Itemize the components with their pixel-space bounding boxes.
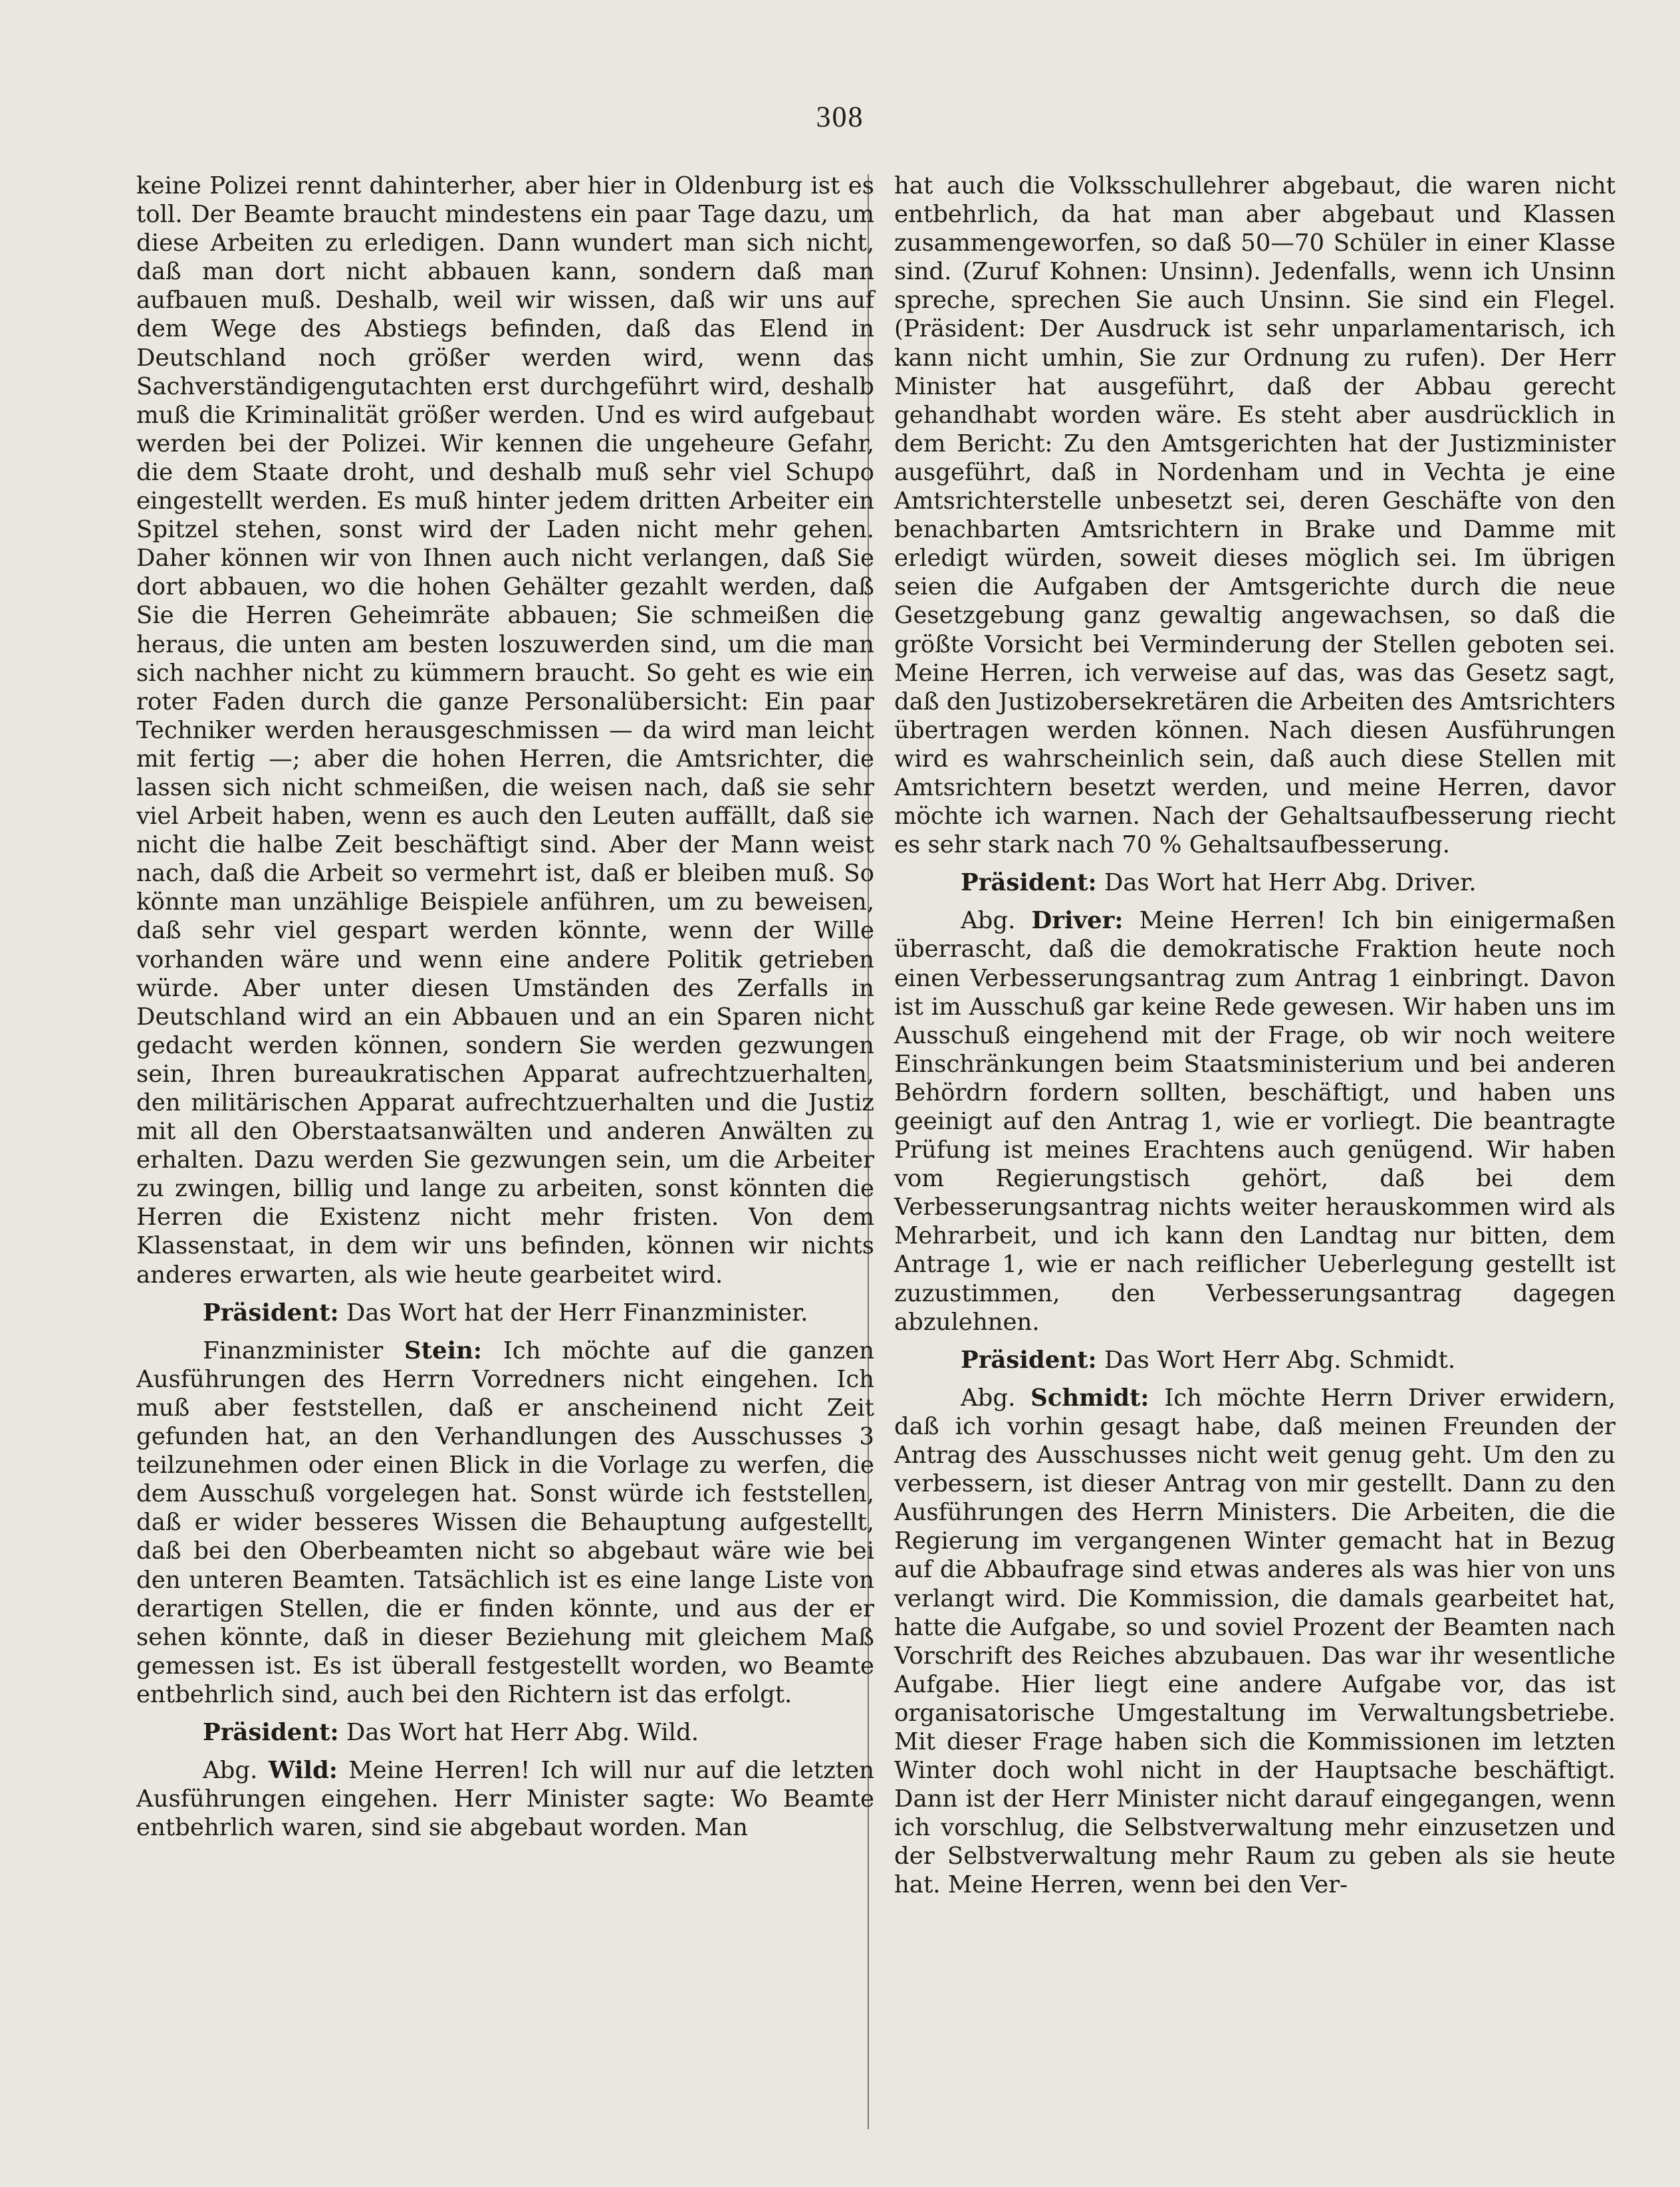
speech-paragraph bbox=[136, 1756, 874, 1842]
speaker-name: Wild: bbox=[268, 1757, 338, 1785]
speaker-name: Driver: bbox=[1031, 907, 1124, 935]
remark-text: Das Wort hat der Herr Finanzminister. bbox=[338, 1299, 808, 1327]
president-remark bbox=[136, 1299, 874, 1327]
speaker-name: Schmidt: bbox=[1030, 1384, 1149, 1412]
remark-text: Das Wort Herr Abg. Schmidt. bbox=[1096, 1346, 1456, 1374]
speech-paragraph bbox=[136, 1337, 874, 1709]
speaker-name: Präsident: bbox=[961, 869, 1097, 897]
speech-text: Meine Herren! Ich bin einigermaßen überrascht, daß die demokratische Fraktion heute noch einen Verbesserungsantrag zum Antrag 1 einbringt. Davon ist im Ausschuß gar keine Rede gewesen. Wir haben uns im Ausschuß eingehend mit der Frage, ob wir noch weitere Einschränkungen beim Staatsministerium und bei anderen Behördrn fordern sollten, beschäftigt, und haben uns geeinigt auf den Antrag 1, wie er vorliegt. Die beantragte Prüfung ist meines Erachtens auch genügend. Wir haben vom Regierungstisch gehört, daß bei dem Verbesserungsantrag nichts weiter herauskommen wird als Mehrarbeit, und ich kann den Landtag nur bitten, dem Antrage 1, wie er nach reiflicher Ueberlegung gestellt ist zuzustimmen, den Verbesserungsantrag dagegen abzulehnen. bbox=[894, 907, 1616, 1336]
speech-paragraph bbox=[894, 906, 1616, 1336]
page-number: 308 bbox=[816, 100, 864, 133]
president-remark bbox=[136, 1718, 874, 1747]
president-remark bbox=[894, 868, 1616, 897]
paragraph: keine Polizei rennt dahinterher, aber hier in Oldenburg ist es toll. Der Beamte braucht mindestens ein paar Tage dazu, um diese Arbeiten zu erledigen. Dann wundert man sich nicht, daß man dort nicht abbauen kann, sondern daß man aufbauen muß. Deshalb, weil wir wissen, daß wir uns auf dem Wege des Abstiegs befinden, daß das Elend in Deutschland noch größer werden wird, wenn das Sachverständigengutachten erst durchgeführt wird, deshalb muß die Kriminalität größer werden. Und es wird aufgebaut werden bei der Polizei. Wir kennen die ungeheure Gefahr, die dem Staate droht, und deshalb muß sehr viel Schupo eingestellt werden. Es muß hinter jedem dritten Arbeiter ein Spitzel stehen, sonst wird der Laden nicht mehr gehen. Daher können wir von Ihnen auch nicht verlangen, daß Sie dort abbauen, wo die hohen Gehälter gezahlt werden, daß Sie die Herren Geheimräte abbauen; Sie schmeißen die heraus, die unten am besten loszuwerden sind, um die man sich nachher nicht zu kümmern braucht. So geht es wie ein roter Faden durch die ganze Personalübersicht: Ein paar Techniker werden herausgeschmissen — da wird man leicht mit fertig —; aber die hohen Herren, die Amtsrichter, die lassen sich nicht schmeißen, die weisen nach, daß sie sehr viel Arbeit haben, wenn es auch den Leuten auffällt, daß sie nicht die halbe Zeit beschäftigt sind. Aber der Mann weist nach, daß die Arbeit so vermehrt ist, daß er bleiben muß. So könnte man unzählige Beispiele anführen, um zu beweisen, daß sehr viel gespart werden könnte, wenn der Wille vorhanden wäre und wenn eine andere Politik getrieben würde. Aber unter diesen Umständen des Zerfalls in Deutschland wird an ein Abbauen und an ein Sparen nicht gedacht werden können, sondern Sie werden gezwungen sein, Ihren bureaukratischen Apparat aufrechtzuerhalten, den militärischen Apparat aufrechtzuerhalten und die Justiz mit all den Oberstaatsanwälten und anderen Anwälten zu erhalten. Dazu werden Sie gezwungen sein, um die Arbeiter zu zwingen, billig und lange zu arbeiten, sonst könnten die Herren die Existenz nicht mehr fristen. Von dem Klassenstaat, in dem wir uns befinden, können wir nichts anderes erwarten, als wie heute gearbeitet wird. bbox=[136, 172, 874, 1289]
speaker-name: Präsident: bbox=[203, 1299, 339, 1327]
speech-text: Ich möchte Herrn Driver erwidern, daß ich vorhin gesagt habe, daß meinen Freunden der Antrag des Ausschusses nicht weit genug geht. Um den zu verbessern, ist dieser Antrag von mir gestellt. Dann zu den Ausführungen des Herrn Ministers. Die Arbeiten, die die Regierung im vergangenen Winter gemacht hat in Bezug auf die Abbaufrage sind etwas anderes als was hier von uns verlangt wird. Die Kommission, die damals gearbeitet hat, hatte die Aufgabe, so und soviel Prozent der Beamten nach Vorschrift des Reiches abzubauen. Das war ihr wesentliche Aufgabe. Hier liegt eine andere Aufgabe vor, das ist organisatorische Umgestaltung im Verwaltungsbetriebe. Mit dieser Frage haben sich die Kommissionen im letzten Winter doch wohl nicht in der Hauptsache beschäftigt. Dann ist der Herr Minister nicht darauf eingegangen, wenn ich vorschlug, die Selbstverwaltung mehr einzusetzen und der Selbstverwaltung mehr Raum zu geben als sie heute hat. Meine Herren, wenn bei den Ver- bbox=[894, 1384, 1616, 1899]
remark-text: Das Wort hat Herr Abg. Driver. bbox=[1096, 869, 1477, 897]
speech-paragraph bbox=[894, 1384, 1616, 1900]
paragraph: hat auch die Volksschullehrer abgebaut, die waren nicht entbehrlich, da hat man aber abgebaut und Klassen zusammengeworfen, so daß 50—70 Schüler in einer Klasse sind. (Zuruf Kohnen: Unsinn). Jedenfalls, wenn ich Unsinn spreche, sprechen Sie auch Unsinn. Sie sind ein Flegel. (Präsident: Der Ausdruck ist sehr unparlamentarisch, ich kann nicht umhin, Sie zur Ordnung zu rufen). Der Herr Minister hat ausgeführt, daß der Abbau gerecht gehandhabt worden wäre. Es steht aber ausdrücklich in dem Bericht: Zu den Amtsgerichten hat der Justizminister ausgeführt, daß in Nordenham und in Vechta je eine Amtsrichterstelle unbesetzt sei, deren Geschäfte von den benachbarten Amtsrichtern in Brake und Damme mit erledigt würden, soweit dieses möglich sei. Im übrigen seien die Aufgaben der Amtsgerichte durch die neue Gesetzgebung ganz gewaltig angewachsen, so daß die größte Vorsicht bei Verminderung der Stellen geboten sei. Meine Herren, ich verweise auf das, was das Gesetz sagt, daß den Justizobersekretären die Arbeiten des Amtsrichters übertragen werden können. Nach diesen Ausführungen wird es wahrscheinlich sein, daß auch diese Stellen mit Amtsrichtern besetzt werden, und meine Herren, davor möchte ich warnen. Nach der Gehaltsaufbesserung riecht es sehr stark nach 70 % Gehaltsaufbesserung. bbox=[894, 172, 1616, 859]
left-column bbox=[136, 172, 874, 1842]
speech-text: Meine Herren! Ich will nur auf die letzten Ausführungen eingehen. Herr Minister sagte: Wo Beamte entbehrlich waren, sind sie abgebaut worden. Man bbox=[136, 1757, 875, 1842]
right-column bbox=[894, 172, 1616, 1900]
speaker-title: Finanzminister bbox=[203, 1337, 404, 1364]
speaker-title: Abg. bbox=[961, 907, 1032, 935]
remark-text: Das Wort hat Herr Abg. Wild. bbox=[338, 1718, 699, 1746]
speaker-title: Abg. bbox=[961, 1384, 1031, 1412]
speaker-title: Abg. bbox=[203, 1757, 269, 1785]
president-remark bbox=[894, 1346, 1616, 1374]
speech-text: Ich möchte auf die ganzen Ausführungen des Herrn Vorredners nicht eingehen. Ich muß aber feststellen, daß er anscheinend nicht Zeit gefunden hat, an den Verhandlungen des Ausschusses 3 teilzunehmen oder einen Blick in die Vorlage zu werfen, die dem Ausschuß vorgelegen hat. Sonst würde ich feststellen, daß er wider besseres Wissen die Behauptung aufgestellt, daß bei den Oberbeamten nicht so abgebaut wäre wie bei den unteren Beamten. Tatsächlich ist es eine lange Liste von derartigen Stellen, die er finden könnte, und aus der er sehen könnte, daß in dieser Beziehung mit gleichem Maß gemessen ist. Es ist überall festgestellt worden, wo Beamte entbehrlich sind, auch bei den Richtern ist das erfolgt. bbox=[136, 1337, 874, 1708]
speaker-name: Stein: bbox=[404, 1337, 483, 1364]
speaker-name: Präsident: bbox=[961, 1346, 1097, 1374]
speaker-name: Präsident: bbox=[203, 1718, 339, 1746]
